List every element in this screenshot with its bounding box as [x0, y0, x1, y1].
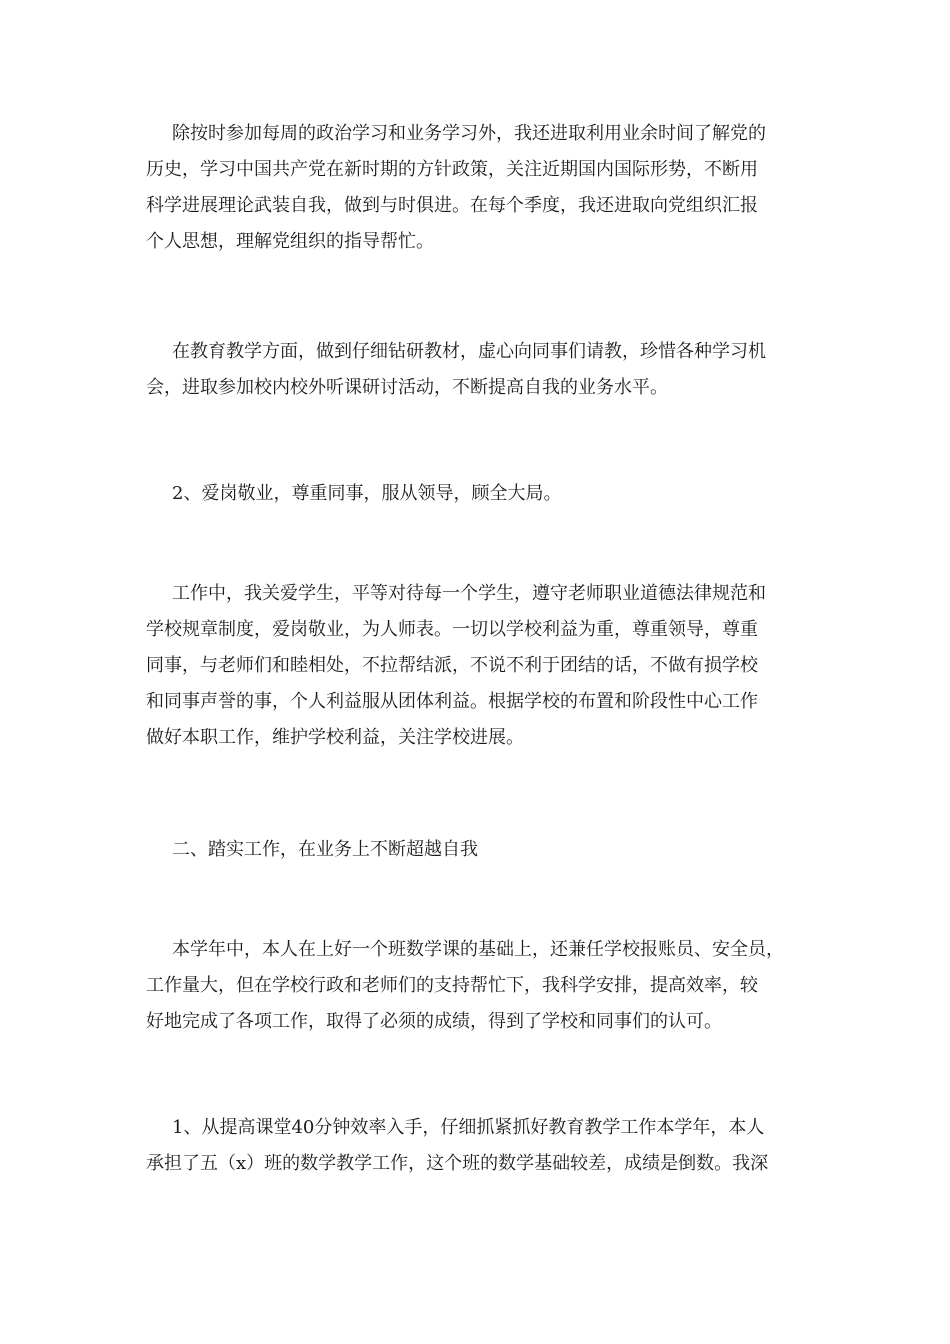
text-line: 做好本职工作，维护学校利益，关注学校进展。 — [146, 727, 524, 748]
text-line: 学校规章制度，爱岗敬业，为人师表。一切以学校利益为重，尊重领导，尊重 — [146, 619, 758, 640]
text-line: 会，进取参加校内校外听课研讨活动，不断提高自我的业务水平。 — [146, 377, 668, 398]
text-line: 和同事声誉的事，个人利益服从团体利益。根据学校的布置和阶段性中心工作 — [146, 691, 758, 712]
text-line: 在教育教学方面，做到仔细钻研教材，虚心向同事们请教，珍惜各种学习机 — [172, 341, 766, 362]
heading-line: 二、踏实工作，在业务上不断超越自我 — [172, 839, 478, 860]
paragraph-work-attitude — [146, 576, 826, 756]
text-line: 同事，与老师们和睦相处，不拉帮结派，不说不利于团结的话，不做有损学校 — [146, 655, 758, 676]
text-line: 工作量大，但在学校行政和老师们的支持帮忙下，我科学安排，提高效率，较 — [146, 975, 758, 996]
heading-line: 2、爱岗敬业，尊重同事，服从领导，顾全大局。 — [172, 483, 562, 504]
text-line: 1、从提高课堂40分钟效率入手，仔细抓紧抓好教育教学工作本学年，本人 — [172, 1117, 765, 1138]
text-line: 承担了五（x）班的数学教学工作，这个班的数学基础较差，成绩是倒数。我深 — [146, 1153, 769, 1174]
text-line: 除按时参加每周的政治学习和业务学习外，我还进取利用业余时间了解党的 — [172, 123, 766, 144]
section-heading-dedication — [146, 476, 826, 512]
paragraph-classroom-efficiency — [146, 1110, 826, 1182]
section-heading-practical-work — [146, 832, 826, 868]
text-line: 历史，学习中国共产党在新时期的方针政策，关注近期国内国际形势，不断用 — [146, 159, 758, 180]
paragraph-political-study — [146, 116, 826, 260]
text-line: 工作中，我关爱学生，平等对待每一个学生，遵守老师职业道德法律规范和 — [172, 583, 766, 604]
text-line: 本学年中，本人在上好一个班数学课的基础上，还兼任学校报账员、安全员， — [172, 939, 784, 960]
paragraph-teaching — [146, 334, 826, 406]
text-line: 好地完成了各项工作，取得了必须的成绩，得到了学校和同事们的认可。 — [146, 1011, 722, 1032]
text-line: 科学进展理论武装自我，做到与时俱进。在每个季度，我还进取向党组织汇报 — [146, 195, 758, 216]
paragraph-school-year — [146, 932, 826, 1040]
text-line: 个人思想，理解党组织的指导帮忙。 — [146, 231, 434, 252]
